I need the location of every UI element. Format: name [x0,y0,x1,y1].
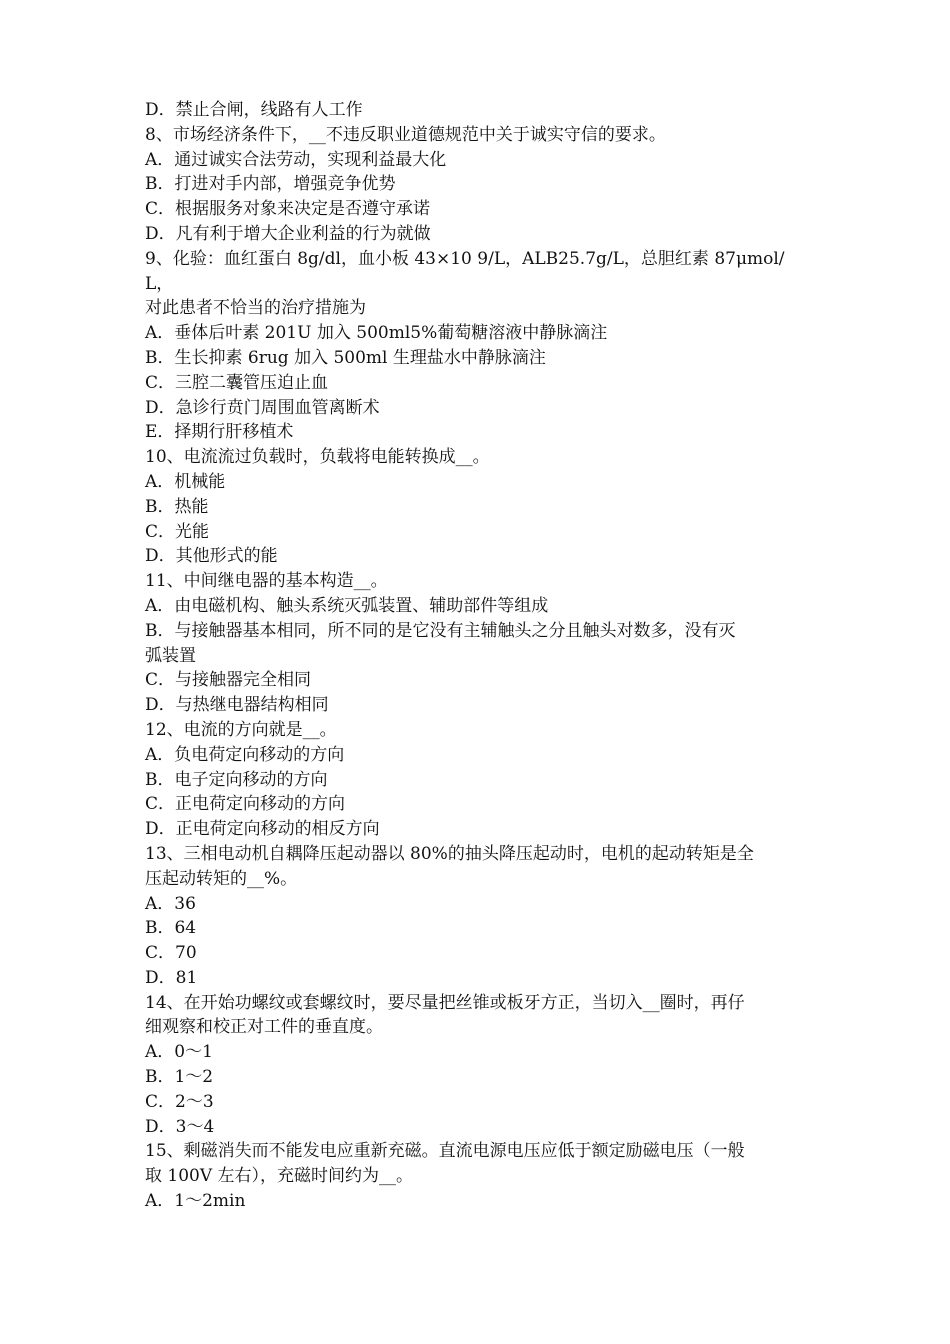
option-d-line: D．81 [145,967,198,988]
option-a-line: A．1～2min [145,1191,246,1212]
option-d-line: D．正电荷定向移动的相反方向 [145,819,380,840]
option-d-line: D．凡有利于增大企业利益的行为就做 [145,223,431,244]
question-14-continued: 细观察和校正对工件的垂直度。 [145,1017,383,1038]
option-b-line: B．电子定向移动的方向 [145,769,328,790]
option-c-line: C．70 [145,943,197,964]
question-10: 10、电流流过负载时，负载将电能转换成__。 [145,447,490,468]
question-13-continued: 压起动转矩的__%。 [145,868,298,889]
option-b-continued: 弧装置 [145,645,196,666]
option-a-line: A．36 [145,893,196,914]
question-15: 15、剩磁消失而不能发电应重新充磁。直流电源电压应低于额定励磁电压（一般 [145,1141,745,1162]
option-a-line: A．0～1 [145,1042,213,1063]
question-15-continued: 取 100V 左右），充磁时间约为__。 [145,1166,414,1187]
option-c-line: C．光能 [145,521,210,542]
question-11: 11、中间继电器的基本构造__。 [145,571,388,592]
option-a-line: A．通过诚实合法劳动，实现利益最大化 [145,149,447,170]
option-d-line: D．3～4 [145,1116,215,1137]
option-c-line: C．2～3 [145,1091,214,1112]
option-c-line: C．根据服务对象来决定是否遵守承诺 [145,199,431,220]
option-c-line: C．三腔二囊管压迫止血 [145,372,329,393]
option-a-line: A．负电荷定向移动的方向 [145,744,345,765]
question-8: 8、市场经济条件下，__不违反职业道德规范中关于诚实守信的要求。 [145,124,666,145]
document-page [145,98,810,1214]
option-b-line: B．1～2 [145,1067,214,1088]
option-b-line: B．打进对手内部，增强竞争优势 [145,174,396,195]
option-d-line: D．急诊行贲门周围血管离断术 [145,397,380,418]
option-a-line: A．机械能 [145,471,226,492]
question-14: 14、在开始功螺纹或套螺纹时，要尽量把丝锥或板牙方正，当切入__圈时，再仔 [145,992,745,1013]
option-d-line: D．禁止合闸，线路有人工作 [145,100,363,120]
option-d-line: D．与热继电器结构相同 [145,695,329,716]
question-13: 13、三相电动机自耦降压起动器以 80%的抽头降压起动时，电机的起动转矩是全 [145,843,754,864]
option-a-line: A．垂体后叶素 201U 加入 500ml5%葡萄糖溶液中静脉滴注 [145,323,608,344]
option-c-line: C．正电荷定向移动的方向 [145,794,346,815]
option-b-line: B．与接触器基本相同，所不同的是它没有主辅触头之分且触头对数多，没有灭 [145,620,736,641]
option-b-line: B．生长抑素 6rug 加入 500ml 生理盐水中静脉滴注 [145,347,546,368]
option-b-line: B．64 [145,918,197,939]
option-e-line: E．择期行肝移植术 [145,422,294,443]
question-9: 9、化验：血红蛋白 8g/dl，血小板 43×10 9/L，ALB25.7g/L，总胆红素 87μmol/L， [145,248,785,294]
option-d-line: D．其他形式的能 [145,546,278,567]
question-9-continued: 对此患者不恰当的治疗措施为 [145,298,366,319]
option-a-line: A．由电磁机构、触头系统灭弧装置、辅助部件等组成 [145,595,549,616]
option-b-line: B．热能 [145,496,209,517]
question-12: 12、电流的方向就是__。 [145,719,337,740]
option-c-line: C．与接触器完全相同 [145,670,312,691]
